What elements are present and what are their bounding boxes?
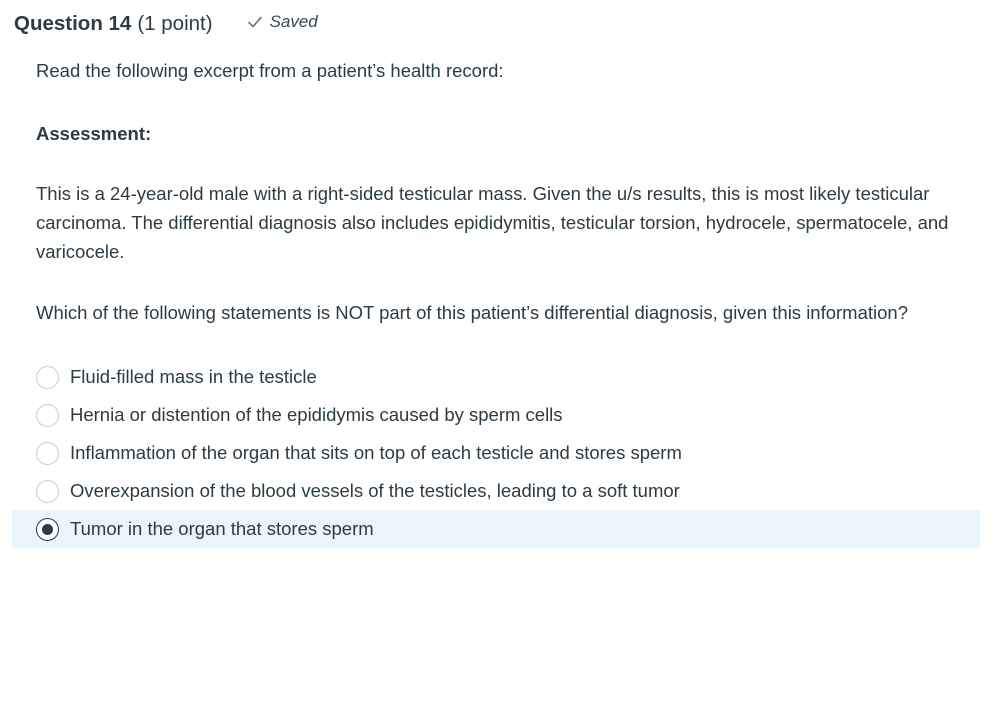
question-prompt: Which of the following statements is NOT part of this patient’s differential diagnosis, given this information? — [36, 302, 909, 324]
answer-option[interactable] — [12, 472, 980, 510]
question-intro-text: Read the following excerpt from a patient’s health record: — [36, 60, 504, 81]
answer-option-label: Overexpansion of the blood vessels of the testicles, leading to a soft tumor — [70, 480, 680, 502]
question-number: Question 14 — [14, 12, 132, 35]
assessment-text: This is a 24-year-old male with a right-sided testicular mass. Given the u/s results, this is most likely testicular carcinoma. The differential diagnosis also includes epididymitis, testicular torsion, hydrocele, spermatocele, and varicocele. — [36, 183, 949, 262]
answer-option-label: Fluid-filled mass in the testicle — [70, 366, 317, 388]
answer-option[interactable] — [12, 434, 980, 472]
saved-label: Saved — [269, 12, 318, 31]
question-header — [0, 0, 1000, 38]
radio-button-icon[interactable] — [36, 442, 59, 465]
question-points: (1 point) — [137, 12, 213, 35]
radio-button-icon[interactable] — [36, 480, 59, 503]
question-body — [0, 57, 1000, 548]
answer-option-selected[interactable] — [12, 510, 980, 548]
answer-option-label: Tumor in the organ that stores sperm — [70, 518, 374, 540]
answer-option[interactable] — [12, 358, 980, 396]
assessment-label: Assessment: — [36, 122, 152, 144]
answer-options-list — [36, 358, 980, 548]
saved-status — [247, 8, 318, 36]
radio-button-checked-icon[interactable] — [36, 518, 59, 541]
radio-button-icon[interactable] — [36, 404, 59, 427]
answer-option[interactable] — [12, 396, 980, 434]
check-icon — [247, 14, 263, 30]
radio-button-icon[interactable] — [36, 366, 59, 389]
answer-option-label: Hernia or distention of the epididymis caused by sperm cells — [70, 404, 563, 426]
answer-option-label: Inflammation of the organ that sits on top of each testicle and stores sperm — [70, 442, 682, 464]
